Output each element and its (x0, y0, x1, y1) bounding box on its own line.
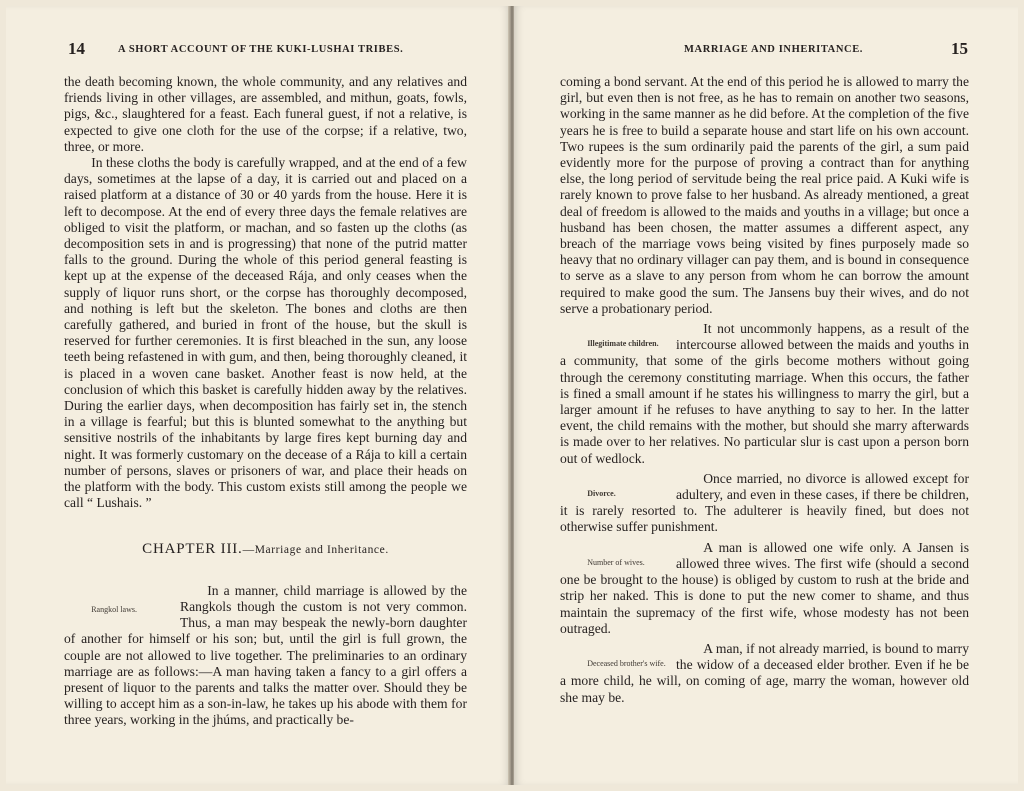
side-note: Divorce. (587, 488, 616, 498)
paragraph-text: Once married, no divorce is allowed except for adultery, and even in these cases, if there be children, it is rarely resorted to. The adulterer is heavily fined, but does not otherwise suffer punishment. (560, 470, 969, 535)
running-head: MARRIAGE AND INHERITANCE. (684, 44, 864, 55)
chapter-title: —Marriage and Inheritance. (242, 544, 389, 557)
side-note: Deceased brother's wife. (587, 658, 666, 668)
side-note: Illegitimate children. (587, 339, 659, 349)
page-number: 15 (951, 39, 968, 58)
body-text (64, 74, 467, 729)
paragraph (560, 641, 969, 706)
page-number: 14 (68, 39, 85, 58)
paragraph (560, 471, 969, 536)
book-spread (6, 6, 1018, 785)
paragraph-text: It not uncommonly happens, as a result of the intercourse allowed between the maids and youths in a community, that some of the girls become mothers without going through the ceremony constituting marriage. When this occurs, the father is fined a small amount if he states his willingness to marry the girl, but a larger amount if he refuses to have anything to say to her. In the latter event, the child remains with the mother, but should she marry afterwards is made over to her relatives. No particular slur is cast upon a person born out of wedlock. (560, 321, 969, 466)
right-page (514, 6, 1018, 785)
side-note: Number of wives. (587, 557, 645, 567)
paragraph-text: A man is allowed one wife only. A Jansen is allowed three wives. The first wife (should a second one be brought to the house) is obliged by custom to rush at the bride and strip her naked. This is done to put the new comer to shame, and thus maintain the supremacy of the first wife, whose modesty has not been outraged. (560, 539, 969, 636)
left-page (6, 6, 510, 785)
paragraph (64, 583, 467, 729)
chapter-number: CHAPTER III. (142, 541, 243, 558)
paragraph: the death becoming known, the whole community, and any relatives and friends living in other villages, are assembled, and mithun, goats, fowls, pigs, &c., slaughtered for a feast. Each funeral guest, if not a relative, is expected to give one cloth for the use of the corpse; if a relative, two, three, or more. (64, 74, 467, 154)
paragraph: In these cloths the body is carefully wrapped, and at the end of a few days, sometimes at the lapse of a day, it is carried out and placed on a raised platform at a distance of 30 or 40 yards from the house. Here it is left to decompose. At the end of every three days the female relatives are obliged to visit the platform, or machan, and so fasten up the cloths (as decomposition sets in and is progressing) that none of the putrid matter falls to the ground. During the whole of this period general feasting is kept up at the expense of the deceased Rája, and only ceases when the supply of liquor runs short, or the corpse has thoroughly decomposed, and nothing is left but the skeleton. The bones and cloths are then carefully gathered, and buried in front of the house, but the skull is reserved for further ceremonies. It is first bleached in the sun, any loose teeth being refastened in with gum, and then, being thoroughly cleaned, it is placed in a woven cane basket. Another feast is now held, at the conclusion of which this basket is carefully hidden away by the relatives. During the earlier days, when decomposition has fairly set in, the stench in a village is fearful; but this is blunted somewhat to the anything but sensitive nostrils of the inhabitants by large fires kept burning day and night. It was formerly customary on the decease of a Rája to kill a certain number of persons, slaves or prisoners of war, and place their heads on the platform with the body. This custom exists still among the people we call “ Lushais. ” (64, 155, 467, 511)
side-note: Rangkol laws. (91, 604, 137, 614)
paragraph (560, 321, 969, 467)
paragraph (560, 540, 969, 637)
paragraph: coming a bond servant. At the end of this period he is allowed to marry the girl, but even then is not free, as he has to remain on another two seasons, working in the same manner as he did before. At the completion of the five years he is free to build a separate house and start life on his own account. Two rupees is the sum ordinarily paid the parents of the girl, a sum paid evidently more for the purpose of proving a contract than for anything else, the long period of servitude being the real price paid. A Kuki wife is rarely known to prove false to her husband. As already mentioned, a great deal of freedom is allowed to the maids and youths in a village; but once a husband has been chosen, the matter assumes a different aspect, any breach of the marriage vows being visited by fines purposely made so heavy that no ordinary villager can pay them, and is bound in consequence to serve as a slave to any person from whom he can borrow the amount required to make good the sum. The Jansens buy their wives, and do not serve a probationary period. (560, 74, 969, 316)
paragraph-text: In a manner, child marriage is allowed by the Rangkols though the custom is not very common. Thus, a man may bespeak the newly-born daughter of another for himself or his son; but, until the girl is full grown, the couple are not allowed to live together. The preliminaries to an ordinary marriage are as follows:—A man having taken a fancy to a girl offers a present of liquor to the parents and talks the matter over. Should they be willing to accept him as a son-in-law, he takes up his abode with them for three years, working in the jhúms, and practically be- (64, 582, 467, 728)
paragraph-text: A man, if not already married, is bound to marry the widow of a deceased elder brother. Even if he be a more child, he will, on coming of age, marry the woman, however old she may be. (560, 640, 969, 705)
chapter-heading (64, 541, 467, 558)
running-head: A SHORT ACCOUNT OF THE KUKI-LUSHAI TRIBES. (118, 44, 404, 55)
body-text (560, 74, 969, 706)
